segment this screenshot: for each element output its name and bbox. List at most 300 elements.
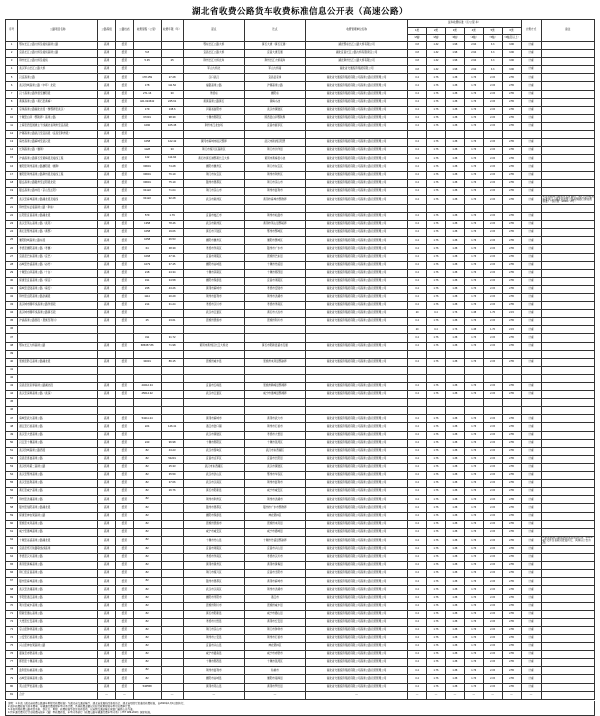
row-years [161, 626, 183, 634]
row-rate-4: 1.76 [464, 155, 483, 163]
row-rate-6: 2.55 [502, 610, 521, 618]
row-no: 70 [6, 602, 18, 610]
row-end: 黄冈市麻城市鄂豫界 [244, 195, 305, 204]
table-row [6, 520, 595, 528]
table-row [6, 667, 595, 675]
row-mileage [133, 204, 161, 212]
row-rate-1: 0.4 [408, 114, 427, 122]
row-rate-1: 0.4 [408, 106, 427, 114]
row-mileage: 69601 [133, 179, 161, 187]
row-type: 经营 [115, 512, 133, 520]
row-rate-1: 0.4 [408, 82, 427, 90]
row-rate-6: 2.55 [502, 618, 521, 626]
row-rate-2: 1.76 [427, 122, 446, 130]
table-row [6, 439, 595, 447]
row-rate-1: 0.4 [408, 342, 427, 350]
row-rate-1: 0.4 [408, 171, 427, 179]
row-grade: 高速 [98, 106, 116, 114]
row-rate-1: 0.4 [408, 221, 427, 229]
row-rate-2: 1.76 [427, 147, 446, 155]
row-rate-5 [483, 407, 502, 415]
row-unit: 湖北省交通投资集团有限公司 [305, 66, 407, 74]
row-rate-4: 1.76 [464, 261, 483, 269]
row-project-name: 京珠高速公路湖北北段（豫鄂界至武汉） [18, 106, 98, 114]
row-rate-1 [408, 204, 427, 212]
row-mileage: 82 [133, 570, 161, 578]
row-rate-6: 2.55 [502, 545, 521, 553]
row-type: 经营 [115, 520, 133, 528]
row-rate-4: 1.76 [464, 643, 483, 651]
row-no: 59 [6, 512, 18, 520]
row-mode [521, 374, 541, 382]
row-start: 宜昌市点军区 [183, 455, 244, 463]
row-type: 经营 [115, 58, 133, 66]
row-remark [541, 554, 595, 562]
row-rate-3: 1.38 [445, 610, 464, 618]
row-rate-4: 1.76 [464, 269, 483, 277]
row-no: 49 [6, 431, 18, 439]
table-row [6, 691, 595, 699]
row-rate-1 [408, 399, 427, 407]
row-rate-1 [408, 374, 427, 382]
row-grade: 高速 [98, 602, 116, 610]
row-mileage: 546558 [133, 683, 161, 691]
row-rate-5: 3.3 [483, 58, 502, 66]
row-no: 73 [6, 626, 18, 634]
row-unit: 湖北省交通投资集团有限公司高速公路运营管理公司 [305, 431, 407, 439]
row-type: 经营 [115, 229, 133, 237]
row-rate-6: 2.55 [502, 488, 521, 496]
row-years: 27.28 [161, 74, 183, 82]
row-unit: 湖北省交通投资集团有限公司高速公路运营管理公司 [305, 106, 407, 114]
row-rate-2: 1.76 [427, 163, 446, 171]
row-start [183, 366, 244, 374]
row-type: 经营 [115, 106, 133, 114]
row-grade [98, 334, 116, 342]
table-row [6, 618, 595, 626]
row-rate-4: 1.76 [464, 318, 483, 326]
row-start: 十堰市茅箭区 [183, 269, 244, 277]
row-rate-1: 0.4 [408, 554, 427, 562]
row-mode: 计重 [521, 229, 541, 237]
row-rate-1: 0.4 [408, 277, 427, 285]
row-mode: 计重 [521, 683, 541, 691]
row-mileage [133, 399, 161, 407]
row-unit: 湖北省交通投资集团有限公司高速公路运营管理公司 [305, 439, 407, 447]
row-rate-6: 2.55 [502, 602, 521, 610]
row-project-name: 孝感至汉川高速公路 [18, 554, 98, 562]
row-rate-5: 2.15 [483, 122, 502, 130]
row-unit: 湖北省交通投资集团有限公司高速公路运营管理公司 [305, 253, 407, 261]
row-start: 襄阳市襄州区 [183, 163, 244, 171]
row-rate-2: 1.76 [427, 488, 446, 496]
row-unit [305, 366, 407, 374]
row-project-name: 武汉城市圈环线高速公路黄石段 [18, 310, 98, 318]
row-start: 军山大桥北 [183, 66, 244, 74]
row-type [115, 350, 133, 358]
row-years [161, 50, 183, 58]
row-start: 孝感市孝南区 [183, 245, 244, 253]
row-unit: 湖北省交通投资集团有限公司高速公路运营管理公司 [305, 269, 407, 277]
row-rate-2: 1.76 [427, 195, 446, 204]
row-rate-3: 1.38 [445, 602, 464, 610]
row-type: 经营 [115, 447, 133, 455]
row-remark [541, 171, 595, 179]
row-mode: 计重 [521, 90, 541, 98]
row-no: 62 [6, 536, 18, 545]
row-rate-2: 1.32 [427, 58, 446, 66]
row-rate-3 [445, 366, 464, 374]
row-remark [541, 98, 595, 106]
row-type: 经营 [115, 586, 133, 594]
row-rate-5: 2.15 [483, 439, 502, 447]
row-grade: 高速 [98, 423, 116, 431]
row-rate-2: 1.32 [427, 50, 446, 58]
row-remark [541, 545, 595, 553]
row-type: 经营 [115, 659, 133, 667]
row-remark [541, 610, 595, 618]
row-start [183, 204, 244, 212]
row-type: 经营 [115, 554, 133, 562]
row-end [244, 399, 305, 407]
row-rate-6: 2.55 [502, 139, 521, 147]
row-type: 经营 [115, 50, 133, 58]
row-end: 孝感市大悟县 [244, 431, 305, 439]
row-no: 54 [6, 472, 18, 480]
row-mileage: 43212.34 [133, 383, 161, 391]
row-type: 经营 [115, 610, 133, 618]
row-project-name: 荆州至东岳庙高速公路（荆东） [18, 204, 98, 212]
row-rate-4: 1.38 [464, 310, 483, 318]
row-mode: 计重 [521, 423, 541, 431]
row-type: 经营 [115, 171, 133, 179]
row-type: 经营 [115, 139, 133, 147]
row-no: 26 [6, 245, 18, 253]
row-project-name: 大悟至红安高速公路 [18, 618, 98, 626]
row-rate-5: 2.15 [483, 488, 502, 496]
row-rate-5: 2.15 [483, 106, 502, 114]
row-project-name: 保康至宜昌高速公路（保宜） [18, 277, 98, 285]
row-rate-6: 2.55 [502, 472, 521, 480]
row-rate-6: 2.55 [502, 626, 521, 634]
row-no: 5 [6, 74, 18, 82]
row-project-name [18, 350, 98, 358]
row-rate-1: 0.4 [408, 439, 427, 447]
row-rate-3: 1.38 [445, 82, 464, 90]
row-remark [541, 179, 595, 187]
row-no: 44 [6, 391, 18, 399]
row-rate-4: 1.76 [464, 488, 483, 496]
row-remark [541, 683, 595, 691]
row-rate-1: 0.4 [408, 463, 427, 471]
row-mileage: 1114 [133, 293, 161, 301]
row-rate-4: 1.76 [464, 253, 483, 261]
row-mode: 计重 [521, 463, 541, 471]
row-rate-6: 2.55 [502, 528, 521, 536]
row-rate-1: 0.4 [408, 391, 427, 399]
row-years: 138.6 [161, 106, 183, 114]
row-mode: 计重 [521, 269, 541, 277]
row-rate-1: 0.4 [408, 383, 427, 391]
row-remark [541, 213, 595, 221]
row-unit: 湖北省交通投资集团有限公司高速公路运营管理公司 [305, 463, 407, 471]
table-row [6, 455, 595, 463]
row-mileage: 5.8 [133, 50, 161, 58]
row-grade: 高速 [98, 90, 116, 98]
row-mode: 计重 [521, 179, 541, 187]
row-type: 经营 [115, 496, 133, 504]
row-rate-6: 2.55 [502, 253, 521, 261]
row-end: 潜江市 [244, 594, 305, 602]
row-remark [541, 602, 595, 610]
row-end: 荆州市洪湖市 [244, 586, 305, 594]
row-rate-4: 1.76 [464, 496, 483, 504]
row-mileage [133, 366, 161, 374]
row-mileage: 82 [133, 594, 161, 602]
row-years: 54231 [161, 455, 183, 463]
table-row [6, 106, 595, 114]
row-rate-1: 0.4 [408, 98, 427, 106]
row-no: 22 [6, 213, 18, 221]
row-start: 宜昌长江公路大桥 [183, 50, 244, 58]
row-rate-2: 1.76 [427, 626, 446, 634]
row-mode: 计重 [521, 659, 541, 667]
table-row [6, 504, 595, 512]
row-rate-2: 1.76 [427, 383, 446, 391]
row-project-name: 武汉至麻城高速公路湖北段及接线 [18, 195, 98, 204]
row-end: 襄阳市樊城区 [244, 237, 305, 245]
row-rate-5: 2.15 [483, 98, 502, 106]
row-rate-2: 1.76 [427, 155, 446, 163]
row-rate-6: 3.96 [502, 58, 521, 66]
row-mode: 计重 [521, 237, 541, 245]
row-unit: 湖北省交通投资集团有限公司高速公路运营管理公司 [305, 488, 407, 496]
row-project-name: 随岳高速公路随州至岳阳段北段 [18, 179, 98, 187]
row-type: 经营 [115, 439, 133, 447]
row-remark [541, 131, 595, 139]
row-mileage: 69601 [133, 163, 161, 171]
row-rate-3: 1.38 [445, 98, 464, 106]
row-type: 经营 [115, 570, 133, 578]
row-rate-6: 2.55 [502, 179, 521, 187]
row-end: 十堰市张湾区 [244, 659, 305, 667]
row-project-name: 随岳高速公路中段（京山至岳阳） [18, 187, 98, 195]
row-years [161, 407, 183, 415]
row-remark [541, 204, 595, 212]
row-years [161, 350, 183, 358]
row-rate-3: 1.76 [445, 326, 464, 334]
row-rate-1: 0.4 [408, 187, 427, 195]
row-no: 40 [6, 358, 18, 366]
table-row [6, 221, 595, 229]
row-rate-1: 0.4 [408, 586, 427, 594]
row-rate-5 [483, 350, 502, 358]
row-remark [541, 528, 595, 536]
row-rate-4: 1.76 [464, 626, 483, 634]
table-row [6, 74, 595, 82]
row-type: 经营 [115, 221, 133, 229]
row-rate-2: 1.76 [427, 74, 446, 82]
row-grade: 高速 [98, 139, 116, 147]
row-rate-4: 1.76 [464, 455, 483, 463]
row-grade: 高速 [98, 114, 116, 122]
row-mode: 计重 [521, 488, 541, 496]
row-grade: 高速 [98, 439, 116, 447]
row-rate-5 [483, 204, 502, 212]
row-remark [541, 463, 595, 471]
row-mileage: 67231 [133, 114, 161, 122]
row-start: 黄冈市麻城市 [183, 285, 244, 293]
row-remark [541, 229, 595, 237]
row-mileage: 82 [133, 659, 161, 667]
row-mileage [133, 310, 161, 318]
row-rate-1: 0.4 [408, 302, 427, 310]
row-years [161, 651, 183, 659]
row-rate-1: 0.4 [408, 431, 427, 439]
row-type: 经营 [115, 122, 133, 130]
row-remark [541, 480, 595, 488]
row-unit: 湖北省交通投资集团有限公司高速公路运营管理公司 [305, 651, 407, 659]
row-start: 荆门市京山市 [183, 626, 244, 634]
row-rate-4: 1.76 [464, 463, 483, 471]
row-end: 宜昌市夷陵区 [244, 277, 305, 285]
row-project-name: 十堰至白河（鄂陕界）高速公路 [18, 114, 98, 122]
row-project-name [18, 366, 98, 374]
row-end: 黄冈市黄梅县小池 [244, 155, 305, 163]
row-rate-1: 20 [408, 310, 427, 318]
row-rate-6: 2.55 [502, 675, 521, 683]
row-no: 35 [6, 318, 18, 326]
row-project-name: 麻城至武穴高速公路 [18, 415, 98, 423]
row-rate-4: — [464, 691, 483, 699]
row-years: 105.45 [161, 122, 183, 130]
row-rate-6: 2.55 [502, 293, 521, 301]
row-rate-1: 0.4 [408, 415, 427, 423]
row-type: 经营 [115, 253, 133, 261]
row-start: 荆州市江北农场 [183, 122, 244, 130]
row-type: — [115, 691, 133, 699]
row-rate-1: 0.4 [408, 651, 427, 659]
row-rate-2: 1.76 [427, 528, 446, 536]
row-mode: 计重 [521, 480, 541, 488]
row-rate-4: 1.76 [464, 285, 483, 293]
row-rate-5: 2.15 [483, 253, 502, 261]
row-end: 黄石市阳新县富水互通 [244, 342, 305, 350]
row-rate-2: 1.76 [427, 391, 446, 399]
col-rate-3-sub: （3轴） [445, 35, 464, 42]
col-rate-4-sub: （4轴） [464, 35, 483, 42]
table-row [6, 586, 595, 594]
row-end: 荆门市钟祥市 [244, 626, 305, 634]
row-start: 潜江市浩口镇 [183, 423, 244, 431]
table-row [6, 42, 595, 50]
row-years [161, 528, 183, 536]
row-project-name [18, 399, 98, 407]
row-start: 黄黄高速公路黄石 [183, 98, 244, 106]
row-mileage: 1058 [133, 229, 161, 237]
row-start: 恩施州恩施市 [183, 520, 244, 528]
row-project-name: 鄂东长江大桥高速公路 [18, 342, 98, 350]
row-remark [541, 651, 595, 659]
row-rate-6: 2.55 [502, 667, 521, 675]
row-mileage [133, 131, 161, 139]
row-end: 神农架林区 [244, 643, 305, 651]
row-rate-5: 2.15 [483, 139, 502, 147]
row-remark [541, 326, 595, 334]
row-mileage: 82 [133, 554, 161, 562]
row-project-name: 谷城至竹溪高速公路（谷竹） [18, 261, 98, 269]
row-end: 孝感市孝南区 [244, 302, 305, 310]
row-years: 31.24 [161, 302, 183, 310]
row-project-name: 武汉城市圈环线高速公路孝感段 [18, 302, 98, 310]
row-type: 经营 [115, 562, 133, 570]
row-rate-2: 1.76 [427, 578, 446, 586]
row-mileage: 243 [133, 439, 161, 447]
row-remark [541, 50, 595, 58]
row-rate-2: 1.76 [427, 545, 446, 553]
row-years: 34.58 [161, 277, 183, 285]
row-years: 86.15 [161, 358, 183, 366]
row-rate-4: 1.76 [464, 528, 483, 536]
row-grade: 高速 [98, 293, 116, 301]
row-project-name: 宜昌至郑万铁路联络线高速 [18, 545, 98, 553]
row-rate-5: 2.15 [483, 602, 502, 610]
row-years: 23.61 [161, 318, 183, 326]
row-rate-1: 0.4 [408, 139, 427, 147]
row-no: 36 [6, 326, 18, 334]
row-rate-6: 2.55 [502, 391, 521, 399]
row-mode: 计重 [521, 334, 541, 342]
row-rate-1: 0.4 [408, 594, 427, 602]
row-type: 经营 [115, 383, 133, 391]
row-remark [541, 634, 595, 642]
row-grade: 高速 [98, 643, 116, 651]
row-grade: 高速 [98, 496, 116, 504]
row-rate-1: 0.4 [408, 122, 427, 130]
row-years [161, 634, 183, 642]
row-grade: 高速 [98, 253, 116, 261]
row-type: 经营 [115, 415, 133, 423]
row-end: 恩施州鹤峰县鄂湘界 [244, 383, 305, 391]
row-mode: 计重 [521, 439, 541, 447]
row-rate-6: 2.55 [502, 586, 521, 594]
row-grade: 高速 [98, 147, 116, 155]
row-rate-3: 1.38 [445, 618, 464, 626]
row-rate-3: 1.38 [445, 358, 464, 366]
row-rate-5: 2.15 [483, 90, 502, 98]
row-grade: 高速 [98, 683, 116, 691]
row-rate-3: 1.38 [445, 554, 464, 562]
row-unit: 湖北省交通投资集团有限公司高速公路运营管理公司 [305, 221, 407, 229]
row-no: 23 [6, 221, 18, 229]
row-start: 黄石市阳新县 [183, 610, 244, 618]
row-type: 经营 [115, 187, 133, 195]
row-mode: 计重 [521, 253, 541, 261]
row-rate-5 [483, 399, 502, 407]
row-no: 37 [6, 334, 18, 342]
row-rate-5 [483, 131, 502, 139]
col-mode: 计费方式 [521, 20, 541, 42]
row-remark [541, 562, 595, 570]
row-rate-3: 1.38 [445, 229, 464, 237]
row-rate-4: 1.76 [464, 415, 483, 423]
col-remark: 备注 [541, 20, 595, 42]
row-rate-6 [502, 374, 521, 382]
row-rate-4: 2.64 [464, 42, 483, 50]
row-remark [541, 350, 595, 358]
table-row [6, 391, 595, 399]
table-row [6, 512, 595, 520]
